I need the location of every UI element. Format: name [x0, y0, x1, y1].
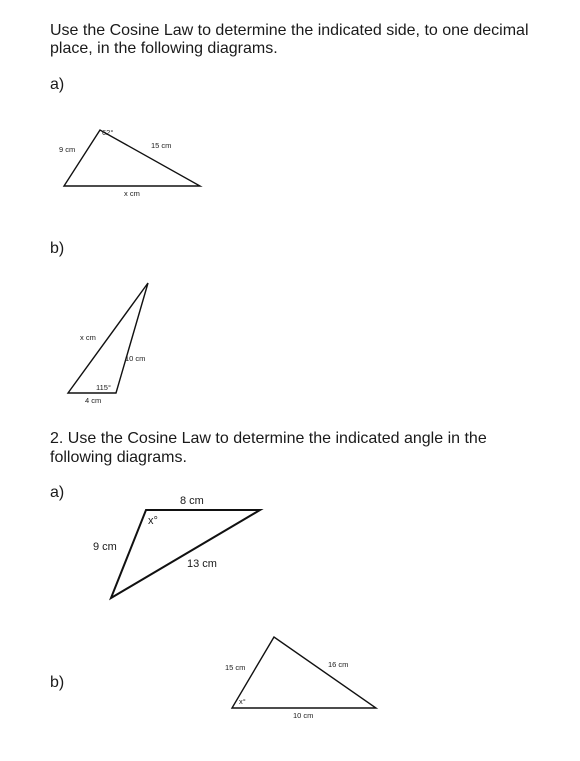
q2b-left-side-label: 15 cm: [225, 663, 246, 672]
q2-heading-line2: following diagrams.: [50, 449, 187, 466]
q1-heading-line2: place, in the following diagrams.: [50, 40, 278, 57]
q1b-angle-label: 115°: [96, 383, 111, 392]
q1b-left-side-label: x cm: [80, 333, 96, 342]
q2-heading-line1: 2. Use the Cosine Law to determine the indicated angle in the: [50, 430, 487, 447]
q2b-label: b): [50, 674, 65, 691]
q1-heading-line1: Use the Cosine Law to determine the indicated side, to one decimal: [50, 22, 529, 39]
q2b-angle-label: x°: [239, 697, 246, 706]
q2b-right-side-label: 16 cm: [328, 660, 349, 669]
q1b-triangle-diagram: [68, 283, 148, 405]
q2b-bottom-side-label: 10 cm: [293, 711, 314, 720]
q2a-angle-label: x°: [148, 515, 158, 527]
q1a-triangle-diagram: [59, 128, 200, 198]
q2a-left-side-label: 9 cm: [93, 541, 117, 553]
q1a-angle-label: 62°: [102, 128, 114, 137]
q1a-right-side-label: 15 cm: [151, 141, 172, 150]
q2a-triangle: [111, 510, 260, 598]
q2a-label: a): [50, 484, 65, 501]
q2b-triangle-diagram: [225, 637, 376, 720]
q1b-bottom-side-label: 4 cm: [85, 396, 102, 405]
q1b-right-side-label: 10 cm: [125, 354, 146, 363]
q2b-triangle: [232, 637, 376, 708]
q2a-top-side-label: 8 cm: [180, 495, 204, 507]
q2a-triangle-diagram: [93, 495, 260, 598]
q2a-bottom-side-label: 13 cm: [187, 558, 217, 570]
q1a-bottom-side-label: x cm: [124, 189, 140, 198]
q1a-left-side-label: 9 cm: [59, 145, 76, 154]
q1b-label: b): [50, 240, 65, 257]
q1a-triangle: [64, 130, 200, 186]
q1a-label: a): [50, 76, 65, 93]
